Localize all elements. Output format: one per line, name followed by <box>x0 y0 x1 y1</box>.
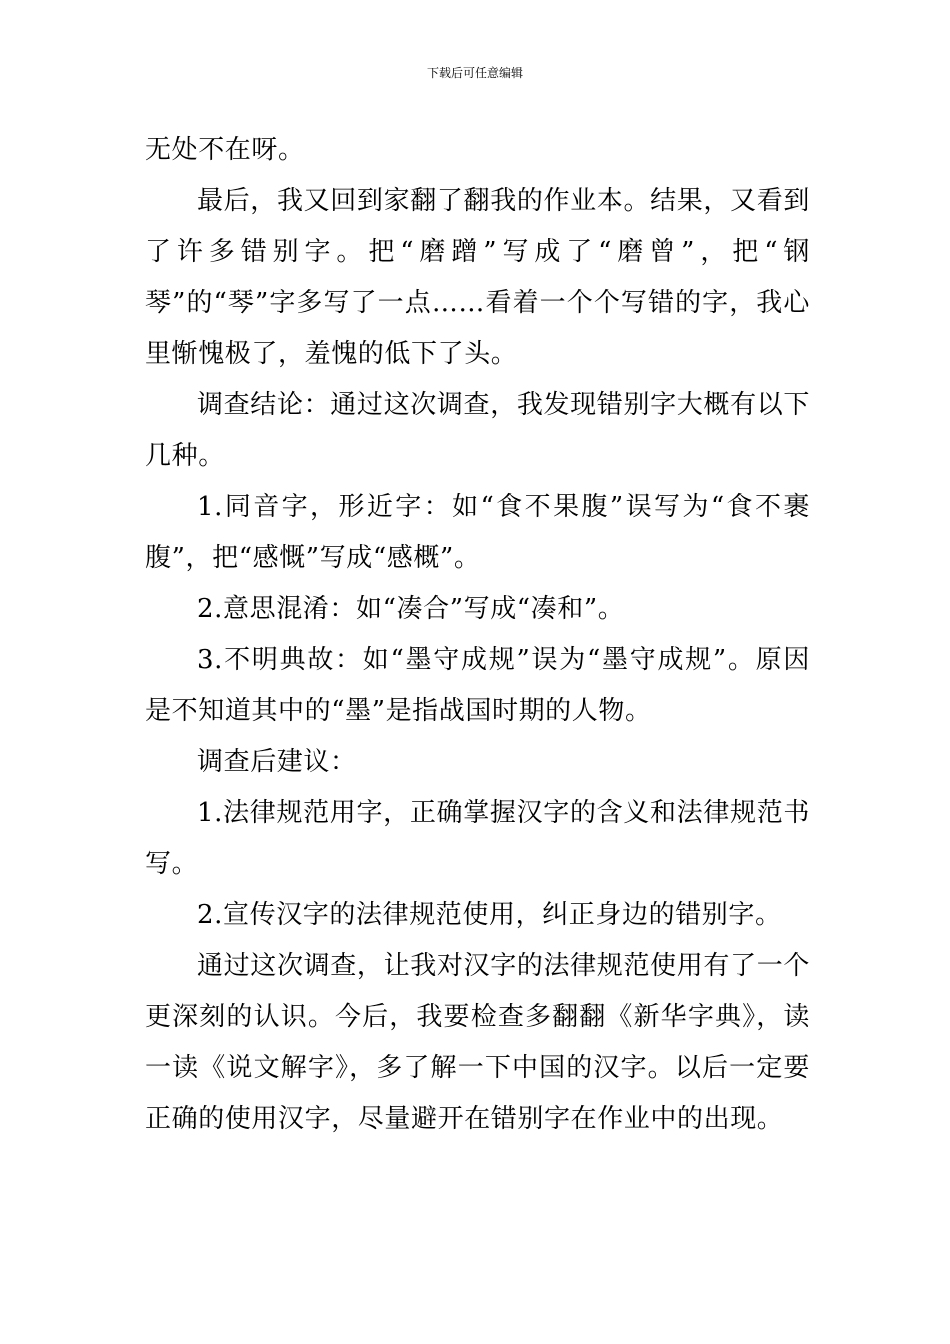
list-item-suggestion-1: 1.法律规范用字，正确掌握汉字的含义和法律规范书写。 <box>145 798 810 879</box>
paragraph-continuation: 无处不在呀。 <box>145 135 305 165</box>
list-item-allusion: 3.不明典故：如“墨守成规”误为“墨守成规”。原因是不知道其中的“墨”是指战国时期的人物。 <box>145 645 810 726</box>
page-header: 下载后可任意编辑 <box>426 66 523 80</box>
paragraph-homework-review: 最后，我又回到家翻了翻我的作业本。结果，又看到了许多错别字。把“磨蹭”写成了“磨曾”，把“钢琴”的“琴”字多写了一点……看着一个个写错的字，我心里惭愧极了，羞愧的低下了头。 <box>145 186 810 369</box>
document-body <box>145 125 810 1145</box>
list-item-homophones: 1.同音字，形近字：如“食不果腹”误写为“食不裹腹”，把“感慨”写成“感概”。 <box>145 492 810 573</box>
paragraph-survey-conclusion: 调查结论：通过这次调查，我发现错别字大概有以下几种。 <box>145 390 810 471</box>
list-item-meaning-confusion: 2.意思混淆：如“凑合”写成“凑和”。 <box>197 594 625 624</box>
paragraph-closing: 通过这次调查，让我对汉字的法律规范使用有了一个更深刻的认识。今后，我要检查多翻翻《新华字典》，读一读《说文解字》，多了解一下中国的汉字。以后一定要正确的使用汉字，尽量避开在错别字在作业中的出现。 <box>145 951 810 1134</box>
section-heading-suggestions: 调查后建议： <box>197 747 357 777</box>
list-item-suggestion-2: 2.宣传汉字的法律规范使用，纠正身边的错别字。 <box>197 900 782 930</box>
